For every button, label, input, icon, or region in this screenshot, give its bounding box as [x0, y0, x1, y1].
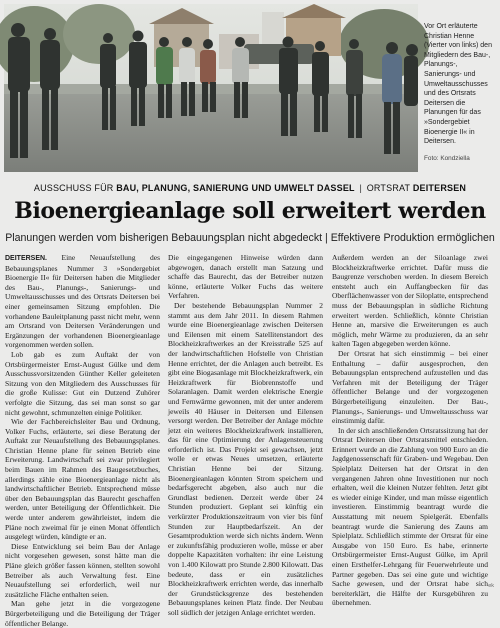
- article-paragraph: Der bestehende Bebauungsplan Nummer 2 stammt aus dem Jahr 2011. In diesem Rahmen wurde eine Bioenergieanlage zwischen Deitersen und Eilensen mit einem Satellitenstandort des Blockheizkraftwerkes an der Kreisstraße 525 auf der landwirtschaftlichen Hofstelle von Christian Henne errichtet, der die Anlagen auch betreibt. Es gibt eine Biogasanlage mit Blockheizkraftwerk, ein Heizkraftwerk für Biobrennstoffe und Solaranlagen. Damit werden elektrische Energie und Fernwärme gewonnen, mit der unter anderem jeweils 40 Häuser in Deitersen und Eilensen versorgt werden. Der Betreiber der Anlage möchte jetzt ein weiteres Blockheizkraftwerk installieren, das für eine Optimierung der Anlagensteuerung erforderlich ist. Das Projekt sei gewachsen, jetzt wolle er etwas Neues umsetzen, erläuterte Christian Henne bei der Sitzung. Bioenergieanlagen könnten Strom speichern und bedarfsgerecht abgeben, also auch nur die Grundlast bedienen. Derzeit werde über 24 Stunden produziert. Geplant sei künftig ein verkürzter Produktionszeitraum von vier bis fünf Stunden zur Hauptbedarfszeit. An der Gesamtproduktion werde sich nichts ändern. Wenn er zukunftsfähig produzieren wolle, müsse er aber doppelte Kapazitäten vorhalten: ihr eine Leistung von 1.400 Kilowatt pro Stunde 2.800 Kilowatt. Das bedeute, dass er ein zusätzliches Blockheizkraftwerk errichten werde, das innerhalb der Grundstücksgrenze des bestehenden Bebauungsplanes keinen Platz finde. Der Neubau soll südlich der jetzigen Anlage errichtet werden.: [168, 300, 323, 617]
- article-paragraph: In der sich anschließenden Ortsratssitzung hat der Ortsrat Deitersen über Ortsratsmittel entschieden. Erinnert wurde an die Zahlung von 900 Euro an die Jagdgenossenschaft für Graben- und Wegebau. Den Spielplatz Deitersen hat der Ortsrat in den vergangenen Jahren ohne Investitionen nur noch erhalten, weil die kleinen Nutzer fehlten. Jetzt gibt es wieder einige Kinder, und man müsse eigentlich investieren. Einstimmig beantragt wurde die Ausstattung mit neuem Spielgerät. Ebenfalls beantragt wurde die Sanierung des Zauns am Spielplatz. Schließlich stimmte der Ortsrat für eine Ausgabe von 150 Euro. Es habe, erinnerte Ortsbürgermeister Ernst-August Gülke, im April einen Ersthelfer-Lehrgang für Feuerwehrleute und Partner gegeben. Das sei eine gute und wichtige Sache gewesen, und der Ortsrat habe sich bereiterklärt, die Hälfte der Kursgebühren zu übernehmen.: [332, 425, 488, 608]
- news-photo: [4, 4, 418, 172]
- article-paragraph: Man gehe jetzt in die vorgezogene Bürgerbeteiligung und die Beteiligung der Träger öffentlicher Belange.: [5, 599, 160, 628]
- rubric-committee: BAU, PLANUNG, SANIERUNG UND UMWELT DASSEL: [116, 183, 355, 193]
- photo-credit: Foto: Kondziella: [424, 155, 470, 162]
- article-paragraph: Lob gab es zum Auftakt der von Ortsbürgermeister Ernst-August Gülke und dem Ausschussvorsitzenden Günther Keller geleiteten Sitzung von den Mitgliedern des Ausschusses für die große Kulisse: Gut ein Dutzend Zuhörer verfolgte die Sitzung, das sei man sonst so gar nicht gewohnt, schmunzelten einige Politiker.: [5, 349, 160, 417]
- article-paragraph: Wie der Fachbereichsleiter Bau und Ordnung, Volker Fuchs, erläuterte, sei diese Beratung der Auftakt zur Neuaufstellung des Bebauungsplanes. Christian Henne plane für seinen Betrieb eine Erweiterung. Landwirtschaft sei zwar privilegiert beim Bauen im Rahmen des Baugesetzbuches, allerdings zähle eine Bioenergieanlage nicht als landwirtschaftlicher Betrieb. Entsprechend müsse über den Bebauungsplan das Baurecht geschaffen werden, unter Beteiligung der Öffentlichkeit. Die werde unter anderem gewährleistet, indem die Pläne noch zweimal für je einen Monat öffentlich ausgelegt würden, kündigte er an.: [5, 417, 160, 542]
- section-rubric: [0, 183, 500, 193]
- rubric-place: DEITERSEN: [412, 183, 467, 193]
- article-column-3: [332, 253, 488, 608]
- article-paragraph: Der Ortsrat hat sich einstimmig – bei einer Enthaltung – dafür ausgesprochen, den Bebauungsplan entsprechend aufzustellen und das Verfahren mit der Beteiligung der Träger öffentlicher Belange und der vorgezogenen Bürgerbeteiligung einzuleiten. Der Bau-, Planungs-, Sanierungs- und Umweltausschuss war einstimmig dafür.: [332, 348, 488, 426]
- article-column-2: [168, 253, 323, 617]
- article-paragraph: Die eingegangenen Hinweise würden dann abgewogen, danach erstellt man Satzung und schaffe das Baurecht, das der Betreiber nutzen könne, erläuterte Volker Fuchs das weitere Verfahren.: [168, 253, 323, 301]
- article-lead-text: Eine Neuaufstellung des Bebauungsplanes Nummer 3 »Sondergebiet Bioenergie II« für Deitersen haben die Mitglieder des Bau-, Planungs-, Sanierungs- und Umweltausschusses und des Ortsrats Deitersen bei einer gemeinsamen Sitzung empfohlen. Die vorhandene Bauleitplanung passt nicht mehr, wenn am Ortsrand von Deitersen Veränderungen und Ergänzungen der vorhandenen Bioenergieanlage vorgenommen werden sollen.: [5, 253, 161, 350]
- article-headline: Bioenergieanlage soll erweitert werden: [14, 198, 486, 224]
- page-mark: ek: [488, 583, 494, 589]
- article-dateline: DEITERSEN.: [5, 255, 48, 262]
- article-paragraph: Diese Entwicklung sei beim Bau der Anlage nicht vorgesehen gewesen, sonst hätte man die Pläne gleich größer fassen können, stellten sowohl Betreiber als auch Verwaltung fest. Eine Neuaufstellung sei erforderlich, weil nur zusätzliche Fläche enthalten seien.: [5, 541, 160, 599]
- rubric-separator: |: [359, 183, 362, 193]
- article-column-1: [5, 253, 161, 628]
- article-subheadline: Planungen werden vom bisherigen Bebauungsplan nicht abgedeckt | Effektivere Produktion ermöglichen: [5, 232, 495, 244]
- article-paragraph: Außerdem werden an der Siloanlage zwei Blockheizkraftwerke errichtet. Dafür muss die Baugrenze verschoben werden. In diesem Bereich entsteht auch ein Auffangbecken für das Oberflächenwasser von der Siloplatte, entsprechend muss der Bebauungsplan in südliche Richtung erweitert werden. Schließlich, könnte Christian Henne an, marsive die Erweiterungen es auch möglich, mehr Wärme zu produzieren, da an sehr kalten Tagen abgegeben werden könne.: [332, 253, 488, 349]
- article-paragraph: [5, 253, 160, 350]
- rubric-ortsrat: ORTSRAT: [366, 183, 411, 193]
- photo-illustration: [4, 4, 418, 172]
- photo-caption: Vor Ort erläuterte Christian Henne (Vierter von links) den Mitgliedern des Bau-, Planungs-, Sanierungs- und Umweltausschusses und des Ortsrats Deitersen die Planungen für das »Sondergebiet Bioenergie II« in Deitersen.: [424, 23, 492, 146]
- rubric-prefix: AUSSCHUSS FÜR: [33, 183, 114, 193]
